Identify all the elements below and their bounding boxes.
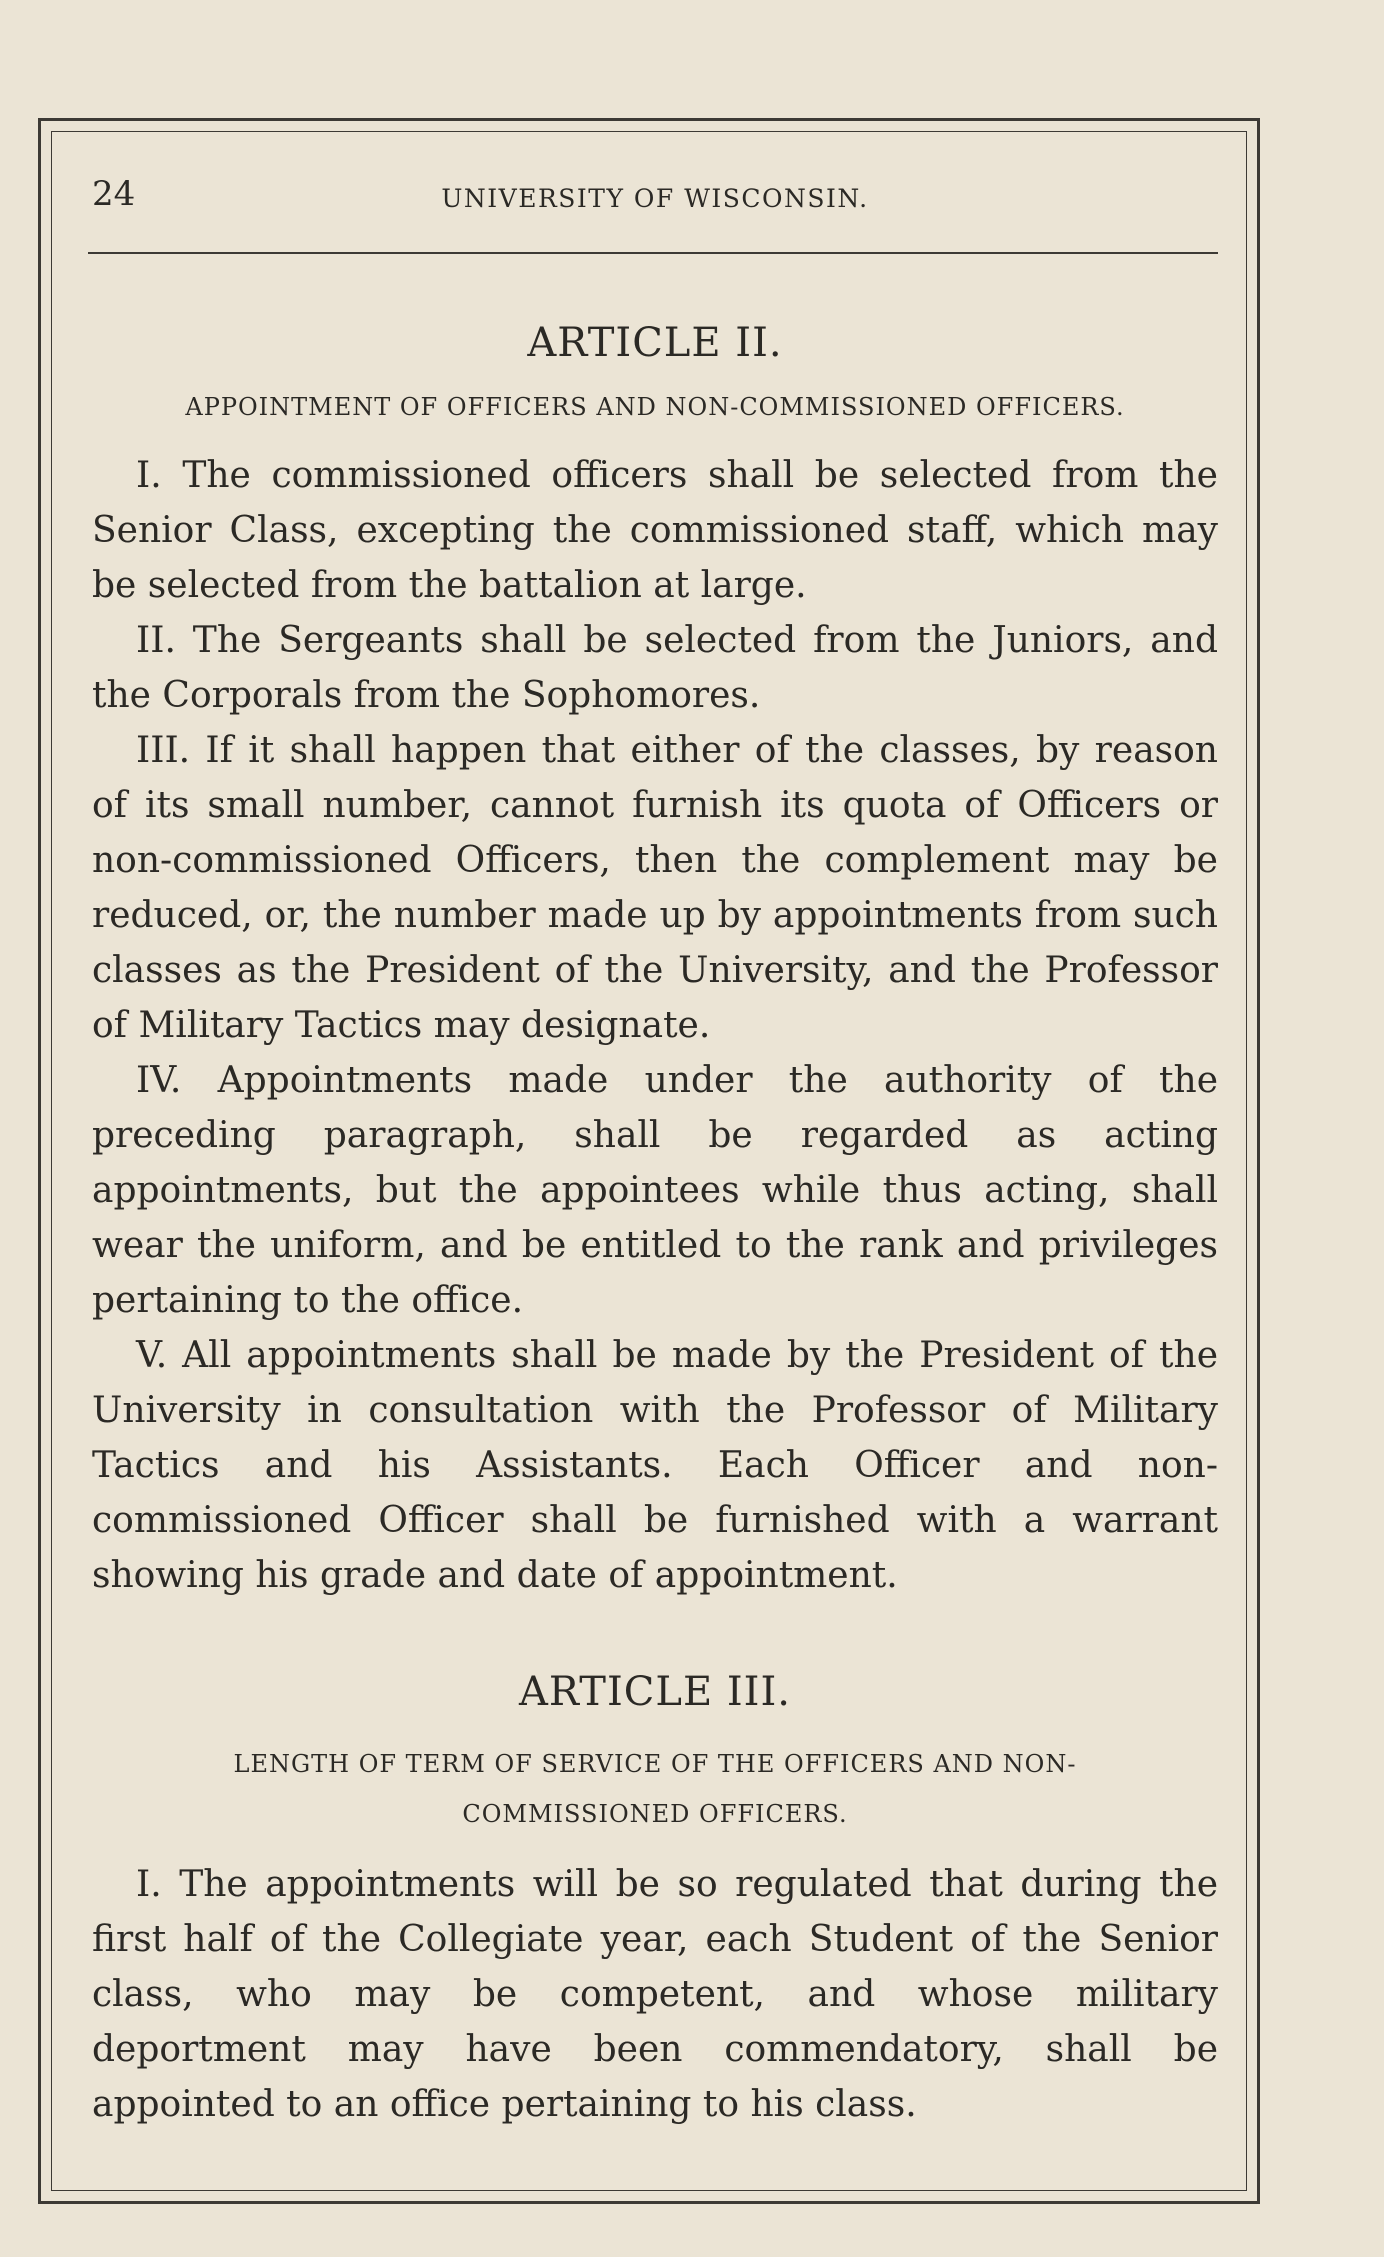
article-3-title: ARTICLE III.	[519, 1669, 791, 1715]
page-content	[92, 170, 1218, 2132]
article-2-paragraph: V. All appointments shall be made by the President of the University in consultation with the Professor of Military Tactics and his Assistants. Each Officer and non-commissioned Officer shall be furnished with a warrant showing his grade and date of appointment.	[92, 1335, 1218, 1596]
page-number: 24	[92, 174, 136, 214]
article-2-paragraph: IV. Appointments made under the authority of the preceding paragraph, shall be regarded as acting appointments, but the appointees while thus acting, shall wear the uniform, and be entitled to the rank and privileges pertaining to the office.	[92, 1060, 1218, 1321]
running-title: UNIVERSITY OF WISCONSIN.	[441, 184, 869, 213]
article-2-paragraph: I. The commissioned officers shall be selected from the Senior Class, excepting the commissioned staff, which may be selected from the battalion at large.	[92, 455, 1218, 606]
article-3-subtitle-line-2: COMMISSIONED OFFICERS.	[462, 1800, 848, 1828]
header-rule	[88, 252, 1218, 254]
article-2-title: ARTICLE II.	[527, 320, 783, 366]
article-2-subtitle: APPOINTMENT OF OFFICERS AND NON-COMMISSIONED OFFICERS.	[185, 393, 1125, 421]
running-head	[92, 170, 1218, 230]
article-2-paragraph: III. If it shall happen that either of the classes, by reason of its small number, cannot furnish its quota of Officers or non-commissioned Officers, then the complement may be reduced, or, the number made up by appointments from such classes as the President of the University, and the Professor of Military Tactics may designate.	[92, 730, 1218, 1046]
article-2-paragraph: II. The Sergeants shall be selected from the Juniors, and the Corporals from the Sophomores.	[92, 620, 1218, 716]
article-3-paragraph: I. The appointments will be so regulated that during the first half of the Collegiate year, each Student of the Senior class, who may be competent, and whose military deportment may have been commendatory, shall be appointed to an office pertaining to his class.	[92, 1864, 1218, 2125]
article-3-subtitle-line-1: LENGTH OF TERM OF SERVICE OF THE OFFICERS AND NON-	[233, 1750, 1077, 1778]
